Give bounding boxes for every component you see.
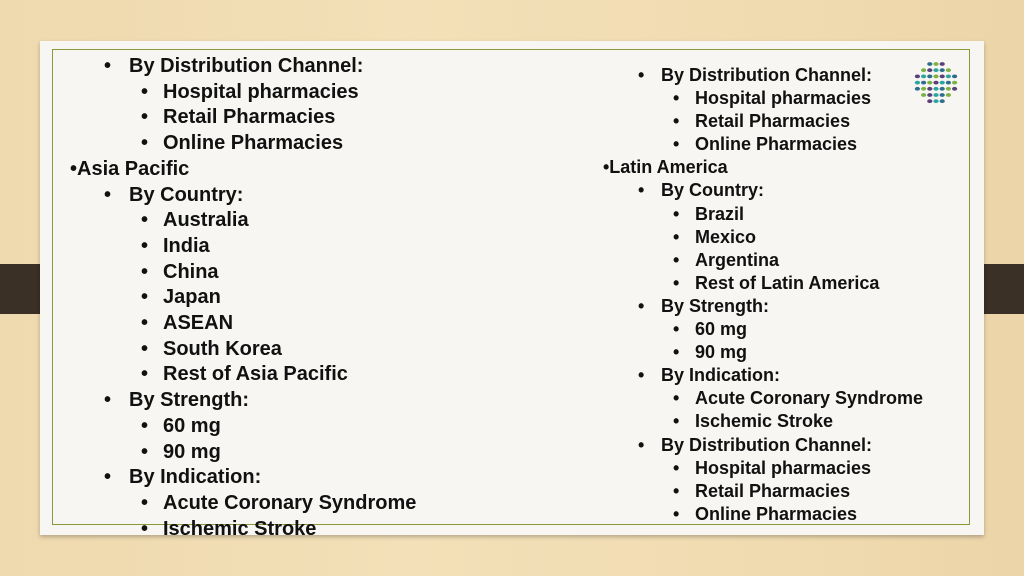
- segment-item: • Online Pharmacies: [603, 133, 923, 156]
- segment-item: • Rest of Latin America: [603, 272, 923, 295]
- logo-dot: [921, 81, 926, 85]
- segment-item: • Australia: [70, 208, 416, 234]
- logo-dot: [940, 87, 945, 91]
- logo-dot: [946, 81, 951, 85]
- logo-dot: [921, 93, 926, 97]
- logo-dot: [915, 75, 920, 79]
- dotted-globe-icon: [912, 59, 960, 107]
- logo-dot: [946, 93, 951, 97]
- logo-dot: [940, 99, 945, 103]
- segment-item: • 90 mg: [70, 440, 416, 466]
- logo-dot: [946, 75, 951, 79]
- logo-dot: [952, 81, 957, 85]
- logo-dot: [933, 99, 938, 103]
- logo-dot: [927, 68, 932, 72]
- logo-dot: [927, 99, 932, 103]
- segment-heading: • By Strength:: [603, 295, 923, 318]
- logo-dot: [952, 75, 957, 79]
- segment-item: • Online Pharmacies: [70, 131, 416, 157]
- logo-dot: [915, 87, 920, 91]
- segment-item: • 90 mg: [603, 341, 923, 364]
- segment-heading: • By Distribution Channel:: [603, 64, 923, 87]
- logo-dot: [927, 87, 932, 91]
- segment-item: • Retail Pharmacies: [603, 110, 923, 133]
- segment-item: • 60 mg: [70, 414, 416, 440]
- logo-dot: [915, 81, 920, 85]
- segment-heading: • By Distribution Channel:: [70, 54, 416, 80]
- segment-item: • Hospital pharmacies: [603, 87, 923, 110]
- segment-heading: • By Indication:: [70, 465, 416, 491]
- segment-item: • Retail Pharmacies: [603, 480, 923, 503]
- segment-item: • Acute Coronary Syndrome: [603, 387, 923, 410]
- segment-heading: • By Distribution Channel:: [603, 434, 923, 457]
- logo-dot: [921, 68, 926, 72]
- segment-item: • Retail Pharmacies: [70, 105, 416, 131]
- logo-dot: [927, 62, 932, 66]
- segment-item: • China: [70, 260, 416, 286]
- logo-dot: [927, 81, 932, 85]
- segment-heading: • By Country:: [70, 183, 416, 209]
- logo-dot: [933, 87, 938, 91]
- logo-dot: [933, 75, 938, 79]
- logo-dot: [940, 75, 945, 79]
- segment-item: • Japan: [70, 285, 416, 311]
- segment-item: • Mexico: [603, 226, 923, 249]
- logo-dot: [933, 62, 938, 66]
- logo-dot: [933, 81, 938, 85]
- logo-dot: [921, 87, 926, 91]
- logo-dot: [952, 87, 957, 91]
- logo-dot: [927, 93, 932, 97]
- segment-item: • Acute Coronary Syndrome: [70, 491, 416, 517]
- segment-item: • ASEAN: [70, 311, 416, 337]
- segment-item: • 60 mg: [603, 318, 923, 341]
- segment-item: • Rest of Asia Pacific: [70, 362, 416, 388]
- segment-heading: • By Strength:: [70, 388, 416, 414]
- logo-dot: [940, 62, 945, 66]
- segment-item: • Online Pharmacies: [603, 503, 923, 526]
- logo-dot: [946, 68, 951, 72]
- region-heading: •Asia Pacific: [70, 157, 190, 180]
- segment-heading: • By Country:: [603, 179, 923, 202]
- logo-dot: [921, 75, 926, 79]
- logo-dot: [927, 75, 932, 79]
- segment-item: • Argentina: [603, 249, 923, 272]
- slide-paper: [40, 41, 984, 540]
- left-segment-list: [70, 54, 416, 542]
- region-heading: •Latin America: [603, 157, 728, 178]
- logo-dot: [940, 68, 945, 72]
- segment-item: • Hospital pharmacies: [603, 457, 923, 480]
- segment-item: • Ischemic Stroke: [70, 517, 416, 543]
- logo-dot: [940, 81, 945, 85]
- logo-dot: [933, 68, 938, 72]
- logo-dot: [940, 93, 945, 97]
- segment-item: • Hospital pharmacies: [70, 80, 416, 106]
- segment-item: • India: [70, 234, 416, 260]
- logo-dot: [946, 87, 951, 91]
- right-segment-list: [603, 64, 923, 526]
- segment-item: • South Korea: [70, 337, 416, 363]
- segment-item: • Brazil: [603, 203, 923, 226]
- logo-dot: [933, 93, 938, 97]
- segment-item: • Ischemic Stroke: [603, 410, 923, 433]
- segment-heading: • By Indication:: [603, 364, 923, 387]
